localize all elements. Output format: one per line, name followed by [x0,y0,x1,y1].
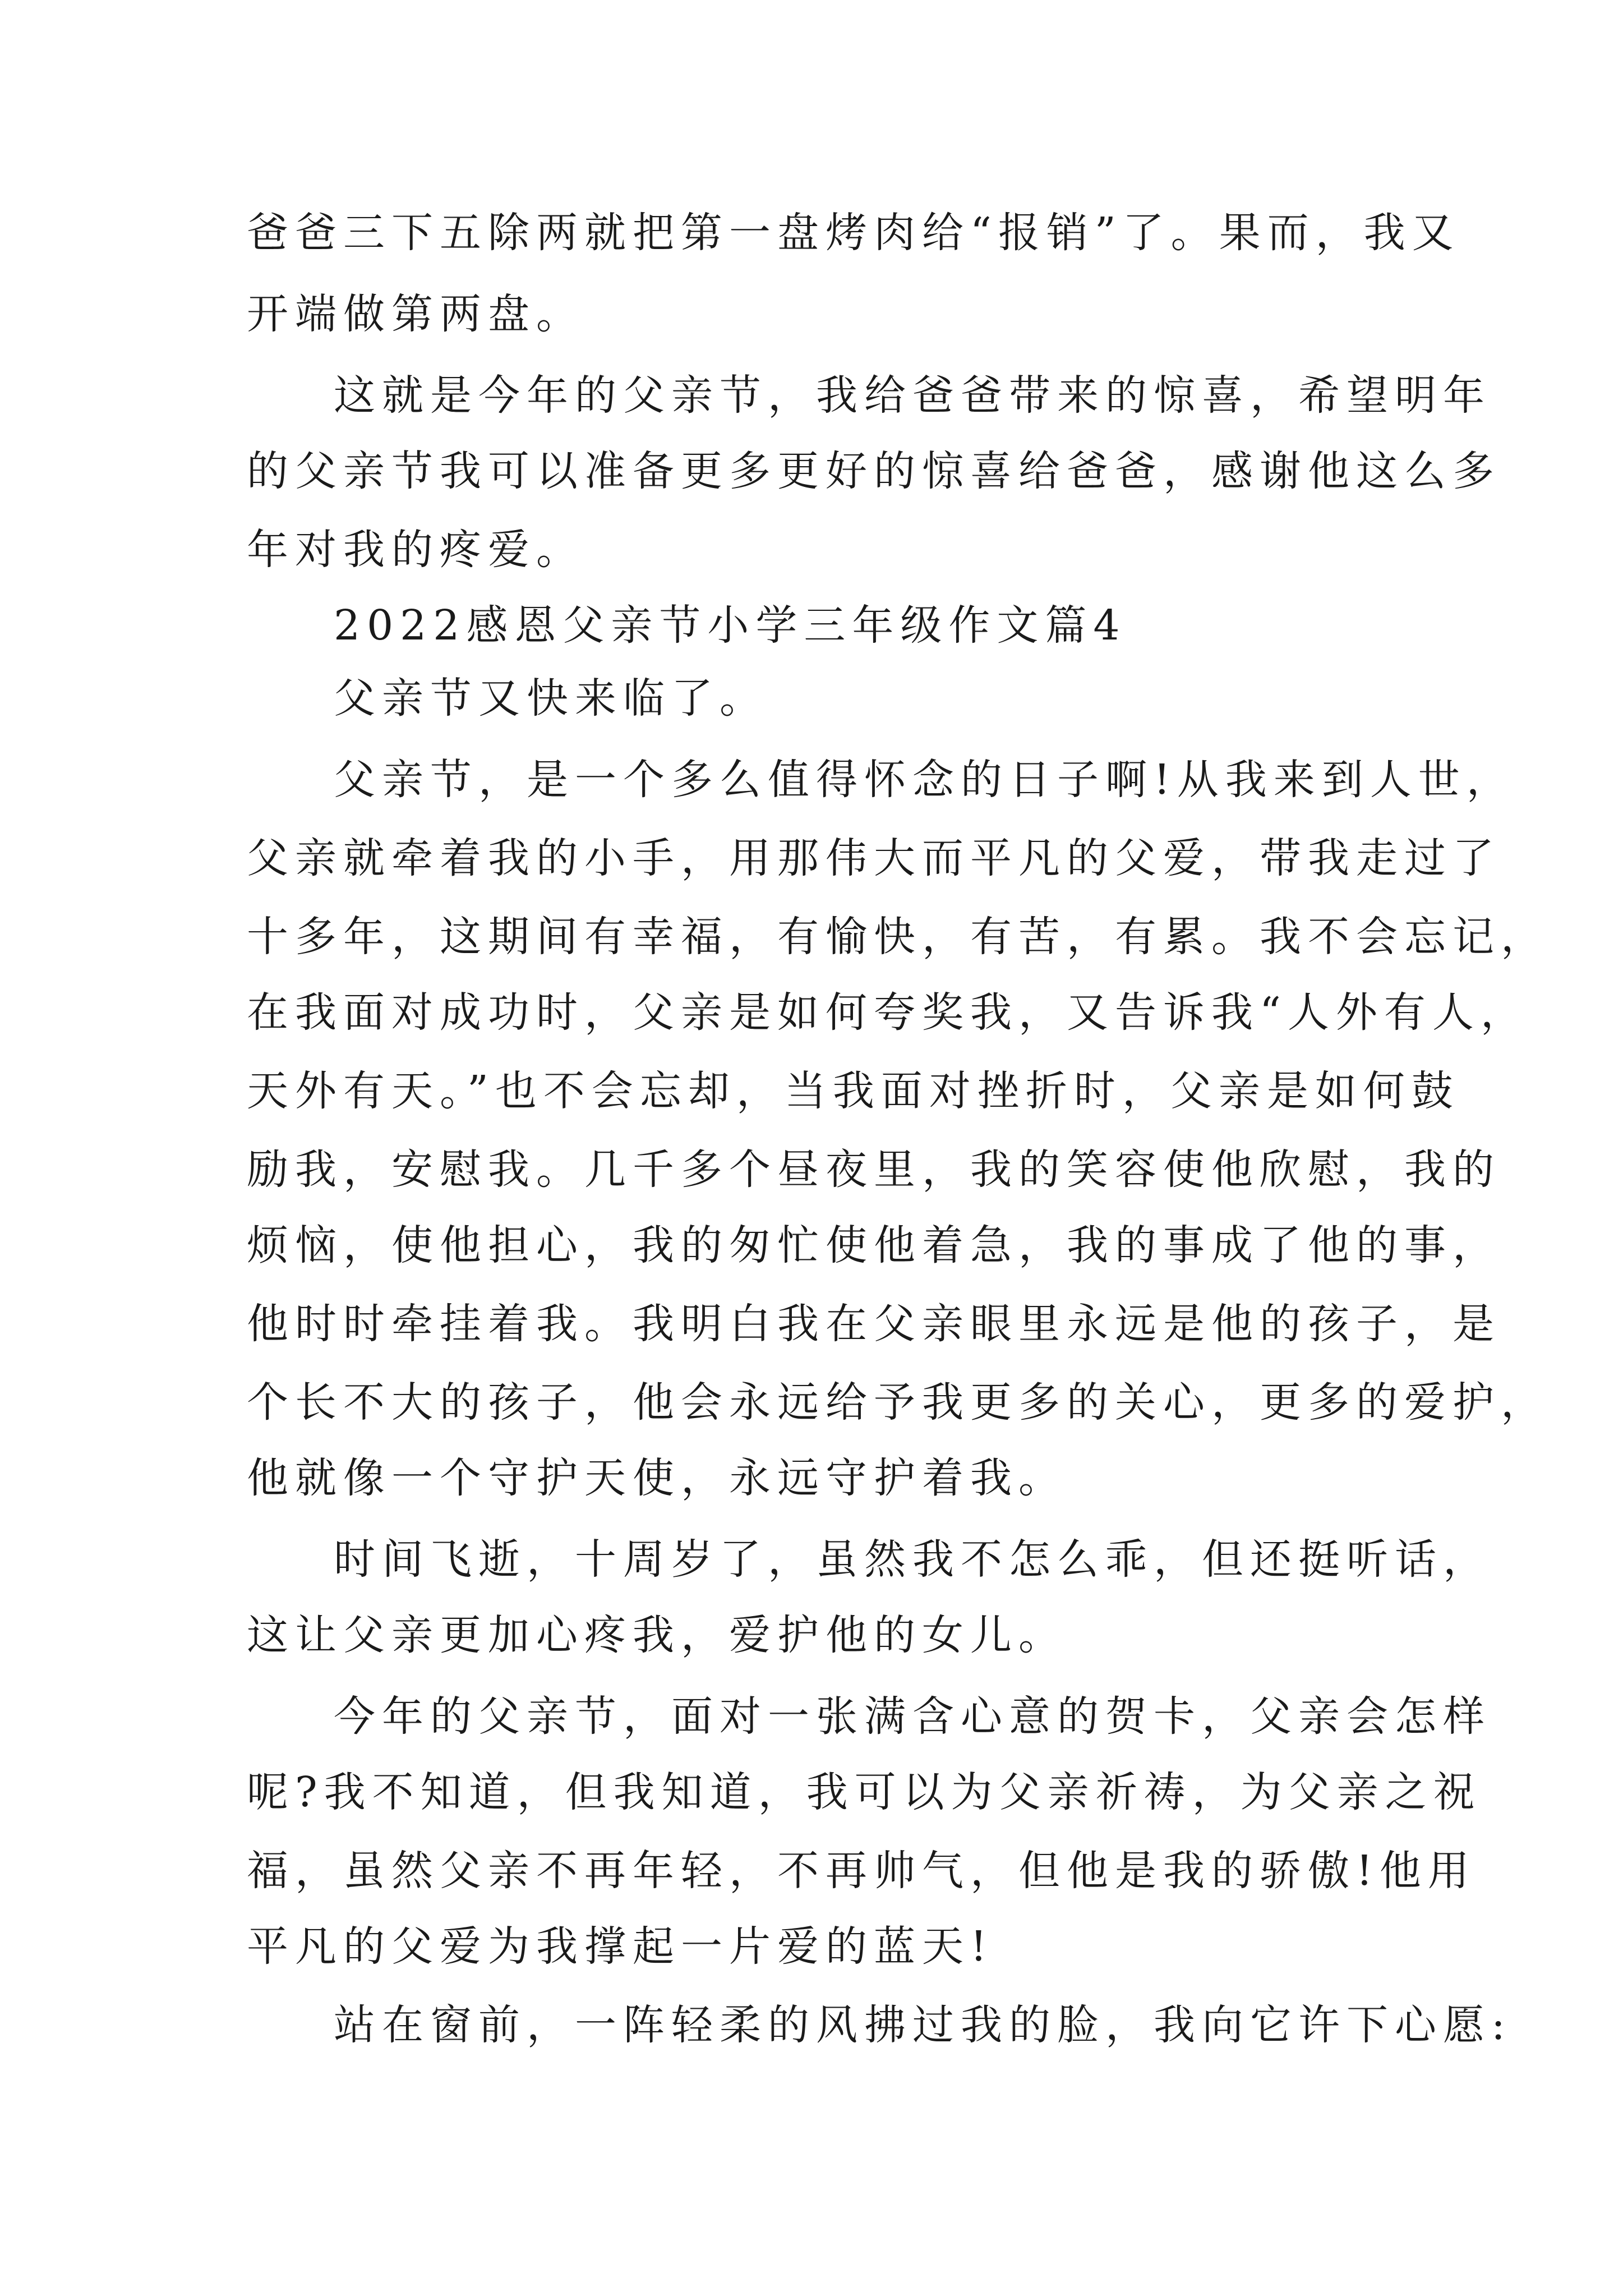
text-line: 的父亲节我可以准备更多更好的惊喜给爸爸，感谢他这么多 [247,447,1501,495]
text-line: 年对我的疼爱。 [247,526,584,574]
paragraph-line: 时间飞逝，十周岁了，虽然我不怎么乖，但还挺听话， [334,1535,1491,1584]
text-line: 天外有天。”也不会忘却，当我面对挫折时，父亲是如何鼓 [247,1067,1460,1115]
text-line: 父亲就牵着我的小手，用那伟大而平凡的父爱，带我走过了 [247,834,1501,882]
text-line: 平凡的父爱为我撑起一片爱的蓝天! [247,1922,994,1971]
paragraph-line: 父亲节又快来临了。 [334,674,768,723]
text-line: 十多年，这期间有幸福，有愉快，有苦，有累。我不会忘记， [247,913,1549,961]
paragraph-line: 站在窗前，一阵轻柔的风拂过我的脸，我向它许下心愿: [334,2001,1512,2049]
section-heading: 2022感恩父亲节小学三年级作文篇4 [334,601,1127,650]
text-line: 他时时牵挂着我。我明白我在父亲眼里永远是他的孩子，是 [247,1300,1501,1348]
paragraph-line: 今年的父亲节，面对一张满含心意的贺卡，父亲会怎样 [334,1692,1491,1741]
paragraph-line: 父亲节，是一个多么值得怀念的日子啊!从我来到人世， [334,756,1515,804]
text-line: 他就像一个守护天使，永远守护着我。 [247,1454,1067,1502]
text-line: 福，虽然父亲不再年轻，不再帅气，但他是我的骄傲!他用 [247,1847,1476,1895]
text-line: 爸爸三下五除两就把第一盘烤肉给“报销”了。果而，我又 [247,209,1460,257]
text-line: 励我，安慰我。几千多个昼夜里，我的笑容使他欣慰，我的 [247,1145,1501,1194]
paragraph-line: 这就是今年的父亲节，我给爸爸带来的惊喜，希望明年 [334,371,1491,420]
text-line: 开端做第两盘。 [247,290,584,338]
text-line: 呢?我不知道，但我知道，我可以为父亲祈祷，为父亲之祝 [247,1768,1482,1816]
text-line: 烦恼，使他担心，我的匆忙使他着急，我的事成了他的事， [247,1221,1501,1269]
text-line: 个长不大的孩子，他会永远给予我更多的关心，更多的爱护， [247,1378,1549,1427]
text-line: 在我面对成功时，父亲是如何夸奖我，又告诉我“人外有人， [247,988,1529,1037]
text-line: 这让父亲更加心疼我，爱护他的女儿。 [247,1611,1067,1659]
